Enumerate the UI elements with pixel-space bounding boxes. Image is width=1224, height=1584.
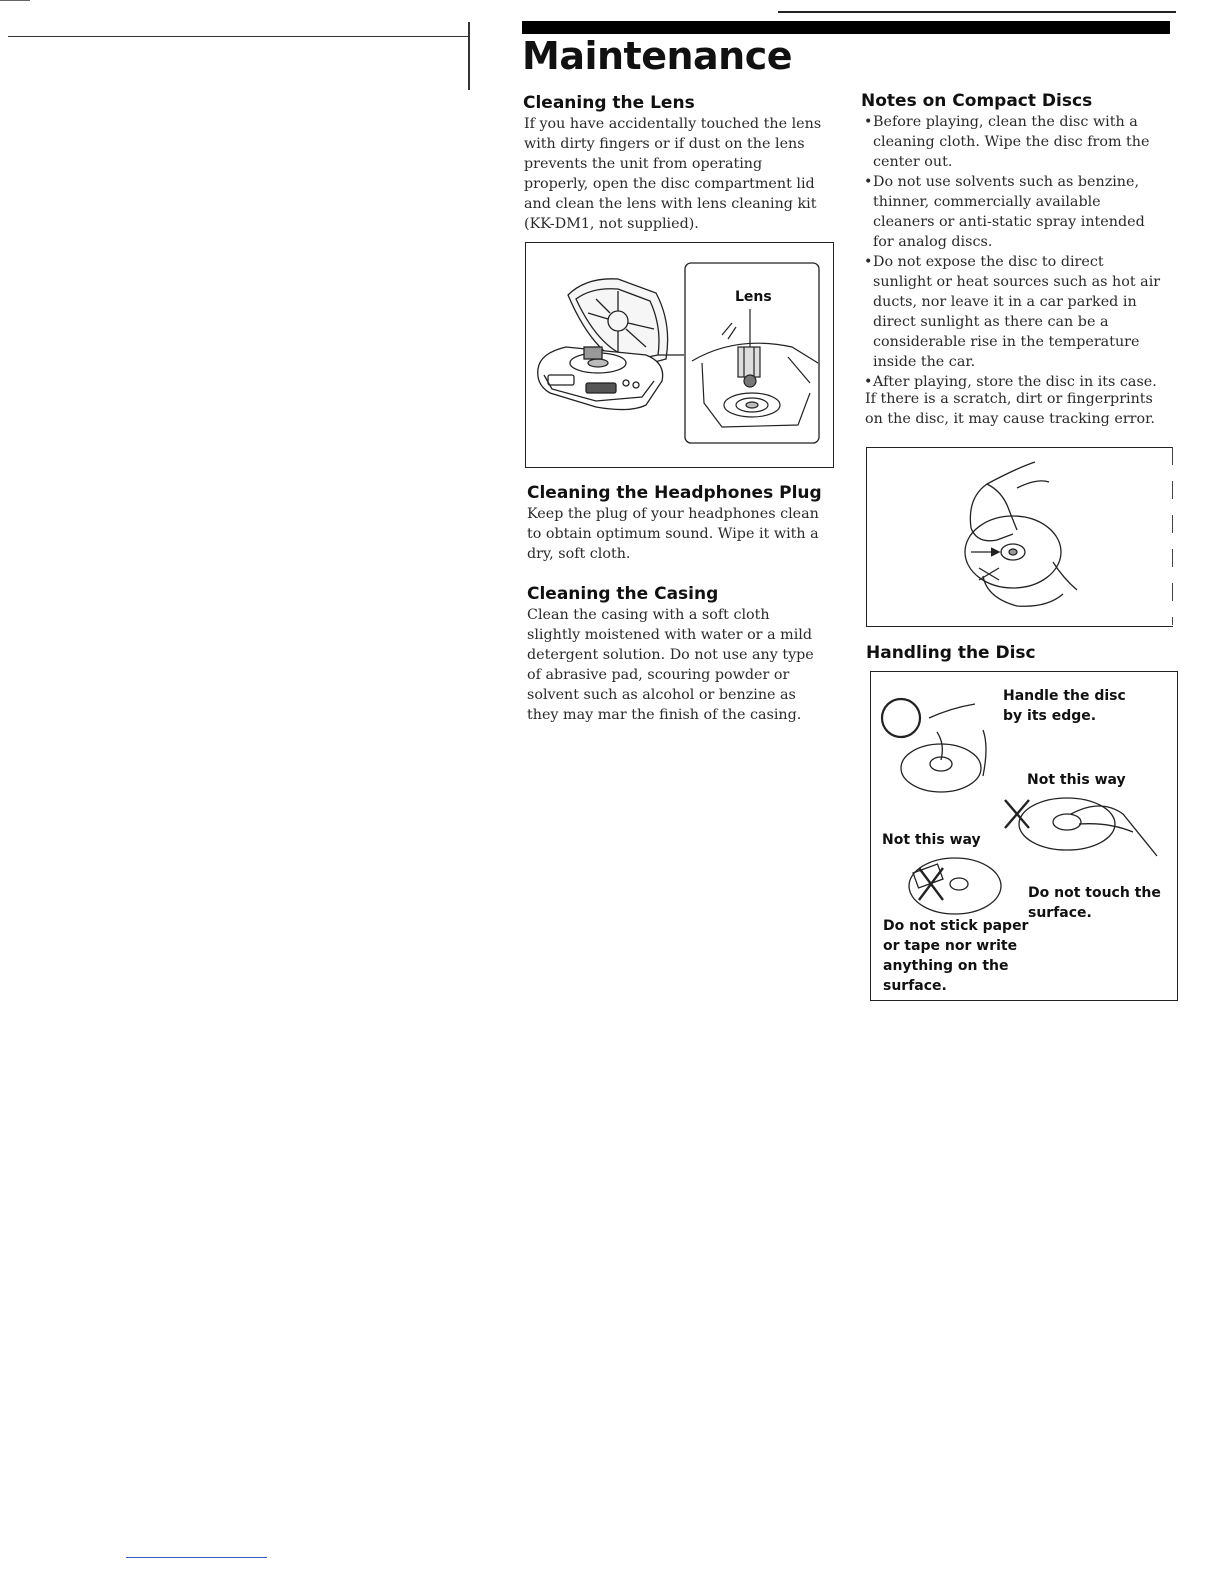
heading-cleaning-lens: Cleaning the Lens	[523, 93, 695, 113]
cleaning-plug-text: Keep the plug of your headphones clean to obtain optimum sound. Wipe it with a dry, soft cloth.	[527, 506, 819, 562]
heading-cleaning-plug: Cleaning the Headphones Plug	[527, 483, 822, 503]
heading-notes-cd: Notes on Compact Discs	[861, 91, 1093, 111]
label-not-this-way-left: Not this way	[882, 832, 981, 848]
heading-handling-disc: Handling the Disc	[866, 643, 1036, 663]
lens-label: Lens	[735, 289, 772, 305]
figure-wipe-edge	[1172, 447, 1173, 625]
page-rule-left	[8, 36, 470, 37]
figure-wipe-disc	[866, 447, 1173, 627]
cleaning-lens-text: If you have accidentally touched the lens with dirty fingers or if dust on the lens prevents the unit from operating properly, open the disc compartment lid and clean the lens with lens cleaning kit (KK-DM1, not supplied).	[524, 116, 822, 232]
wipe-disc-illustration	[867, 448, 1173, 626]
bottom-link-rule	[126, 1557, 267, 1558]
cleaning-casing-text: Clean the casing with a soft cloth slightly moistened with water or a mild detergent solution. Do not use any type of abrasive pad, scouring powder or solvent such as alcohol or benzine as they may mar the finish of the casing.	[527, 607, 814, 723]
page-rule-left-tick	[468, 22, 470, 90]
header-bar	[522, 21, 1170, 34]
label-do-not-touch: Do not touch the surface.	[1028, 885, 1161, 921]
label-handle-edge: Handle the disc by its edge.	[1003, 688, 1126, 724]
scratch-note: If there is a scratch, dirt or fingerprints on the disc, it may cause tracking error.	[865, 391, 1155, 427]
label-do-not-stick: Do not stick paper or tape nor write anything on the surface.	[883, 918, 1029, 994]
note-item: • Do not expose the disc to direct sunlight or heat sources such as hot air ducts, nor leave it in a car parked in direct sunlight as there can be a considerable rise in the temperature inside the car.	[864, 252, 1164, 372]
cd-player-illustration	[526, 243, 833, 467]
page-title: Maintenance	[522, 34, 793, 78]
note-item: • After playing, store the disc in its case.	[864, 372, 1164, 392]
corner-mark	[0, 0, 30, 1]
figure-handling-disc	[870, 671, 1178, 1001]
note-item: • Before playing, clean the disc with a cleaning cloth. Wipe the disc from the center out.	[864, 112, 1164, 172]
notes-bullet-list	[864, 112, 1164, 392]
heading-cleaning-casing: Cleaning the Casing	[527, 584, 719, 604]
note-item: • Do not use solvents such as benzine, thinner, commercially available cleaners or anti-static spray intended for analog discs.	[864, 172, 1164, 252]
label-not-this-way-right: Not this way	[1027, 772, 1126, 788]
header-thin-rule	[778, 11, 1176, 13]
figure-lens-cleaning	[525, 242, 834, 468]
